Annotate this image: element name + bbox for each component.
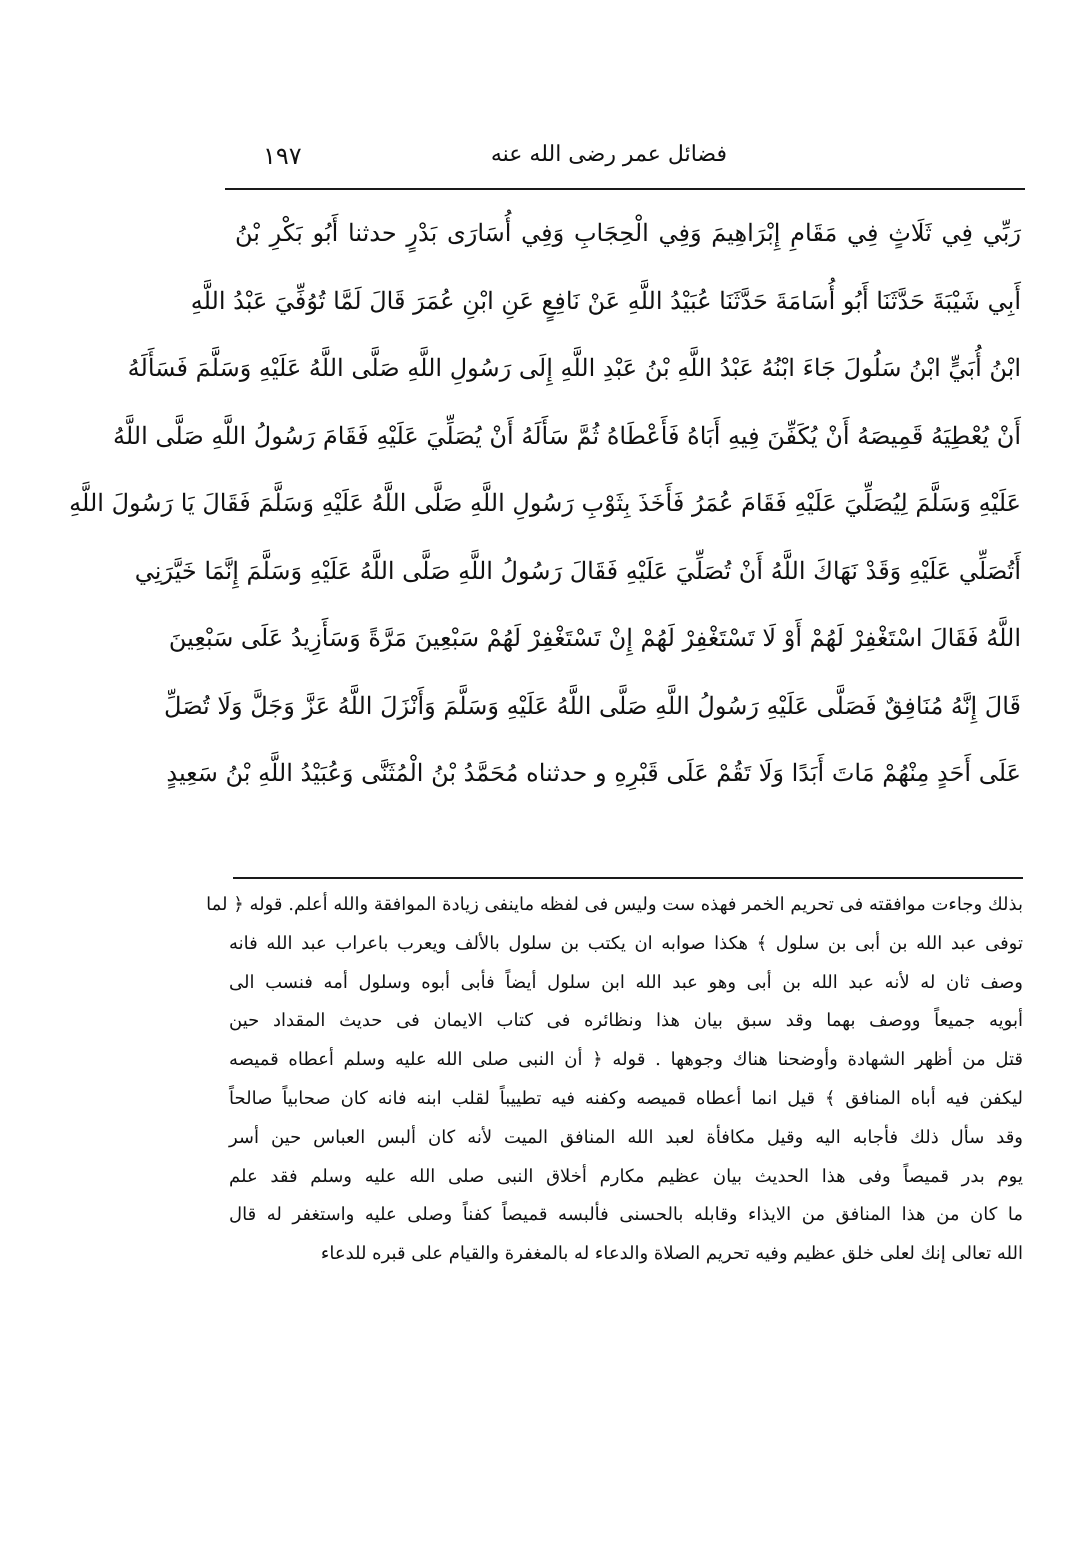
- commentary-line: الله تعالى إنك لعلى خلق عظيم وفيه تحريم الصلاة والدعاء له بالمغفرة والقيام على قبره للدعاء: [320, 1243, 1023, 1265]
- commentary-line: يوم بدر قميصاً وفى هذا الحديث بيان عظيم مكارم أخلاق النبى صلى الله عليه وسلم فقد علم: [229, 1165, 1023, 1187]
- hadith-line: عَلَى أَحَدٍ مِنْهُمْ مَاتَ أَبَدًا وَلَا تَقُمْ عَلَى قَبْرِهِ و حدثناه مُحَمَّدُ بْنُ الْمُثَنَّى وَعُبَيْدُ اللَّهِ بْنُ سَعِيدٍ: [166, 759, 1021, 787]
- hadith-line: أَبِي شَيْبَةَ حَدَّثَنَا أَبُو أُسَامَةَ حَدَّثَنَا عُبَيْدُ اللَّهِ عَنْ نَافِعٍ عَنِ ابْنِ عُمَرَ قَالَ لَمَّا تُوُفِّيَ عَبْدُ اللَّهِ: [190, 286, 1021, 315]
- commentary-line: أبويه جميعاً ووصف بهما وقد سبق بيان هذا ونظائره فى كتاب الايمان فى حديث المقداد حين: [229, 1010, 1023, 1032]
- hadith-line: ابْنُ أُبَيٍّ ابْنُ سَلُولَ جَاءَ ابْنُهُ عَبْدُ اللَّهِ بْنُ عَبْدِ اللَّهِ إِلَى رَسُولِ اللَّهِ صَلَّى اللَّهُ عَلَيْهِ وَسَلَّمَ فَسَأَلَهُ: [127, 354, 1021, 382]
- hadith-line: أَنْ يُعْطِيَهُ قَمِيصَهُ أَنْ يُكَفِّنَ فِيهِ أَبَاهُ فَأَعْطَاهُ ثُمَّ سَأَلَهُ أَنْ يُصَلِّيَ عَلَيْهِ فَقَامَ رَسُولُ اللَّهِ صَلَّى اللَّهُ: [112, 421, 1021, 450]
- commentary-line: بذلك وجاءت موافقته فى تحريم الخمر فهذه ست وليس فى لفظه ماينفى زيادة الموافقة والله أعلم. قوله ﴿ لما: [206, 894, 1023, 915]
- hadith-line: رَبِّي فِي ثَلَاثٍ فِي مَقَامِ إِبْرَاهِيمَ وَفِي الْحِجَابِ وَفِي أُسَارَى بَدْرٍ حدثنا أَبُو بَكْرِ بْنُ: [235, 219, 1021, 247]
- hadith-text: [69, 200, 1021, 808]
- commentary-divider: [233, 877, 1023, 879]
- hadith-line: قَالَ إِنَّهُ مُنَافِقٌ فَصَلَّى عَلَيْهِ رَسُولُ اللَّهِ صَلَّى اللَّهُ عَلَيْهِ وَسَلَّمَ وَأَنْزَلَ اللَّهُ عَزَّ وَجَلَّ وَلَا تُصَلِّ: [164, 691, 1021, 720]
- hadith-line: اللَّهُ فَقَالَ اسْتَغْفِرْ لَهُمْ أَوْ لَا تَسْتَغْفِرْ لَهُمْ إِنْ تَسْتَغْفِرْ لَهُمْ سَبْعِينَ مَرَّةً وَسَأَزِيدُ عَلَى سَبْعِينَ: [168, 624, 1021, 652]
- commentary-line: ليكفن فيه أباه المنافق ﴾ قيل انما أعطاه قميصه وكفنه فيه تطييباً لقلب ابنه فانه كان صحابياً صالحاً: [229, 1087, 1023, 1109]
- hadith-line: أَتُصَلِّي عَلَيْهِ وَقَدْ نَهَاكَ اللَّهُ أَنْ تُصَلِّيَ عَلَيْهِ فَقَالَ رَسُولُ اللَّهِ صَلَّى اللَّهُ عَلَيْهِ وَسَلَّمَ إِنَّمَا خَيَّرَنِي: [134, 556, 1021, 585]
- hadith-line: عَلَيْهِ وَسَلَّمَ لِيُصَلِّيَ عَلَيْهِ فَقَامَ عُمَرُ فَأَخَذَ بِثَوْبِ رَسُولِ اللَّهِ صَلَّى اللَّهُ عَلَيْهِ وَسَلَّمَ فَقَالَ يَا رَسُولَ اللَّهِ: [69, 489, 1021, 517]
- commentary-text: [206, 886, 1023, 1274]
- header-rule: [225, 188, 1025, 190]
- commentary-line: ما كان من هذا المنافق من الايذاء وقابله بالحسنى فألبسه قميصاً كفناً وصلى عليه واستغفر له قال: [229, 1204, 1023, 1226]
- commentary-line: وقد سأل ذلك فأجابه اليه وقيل مكافأة لعبد الله المنافق الميت لأنه كان ألبس العباس حين أسر: [229, 1126, 1023, 1148]
- commentary-line: وصف ثان له لأنه عبد الله بن أبى وهو عبد الله ابن سلول أيضاً فأبى أبوه وسلول أمه فنسب الى: [229, 971, 1023, 993]
- commentary-line: توفى عبد الله بن أبى بن سلول ﴾ هكذا صوابه ان يكتب بن سلول بالألف ويعرب باعراب عبد الله فانه: [229, 932, 1023, 954]
- page-header: [225, 140, 1025, 182]
- commentary-line: قتل من أظهر الشهادة وأوضحنا هناك وجوهها . قوله ﴿ أن النبى صلى الله عليه وسلم أعطاه قميصه: [229, 1049, 1023, 1071]
- page-number: ١٩٧: [263, 142, 302, 170]
- running-title: فضائل عمر رضى الله عنه: [490, 142, 727, 167]
